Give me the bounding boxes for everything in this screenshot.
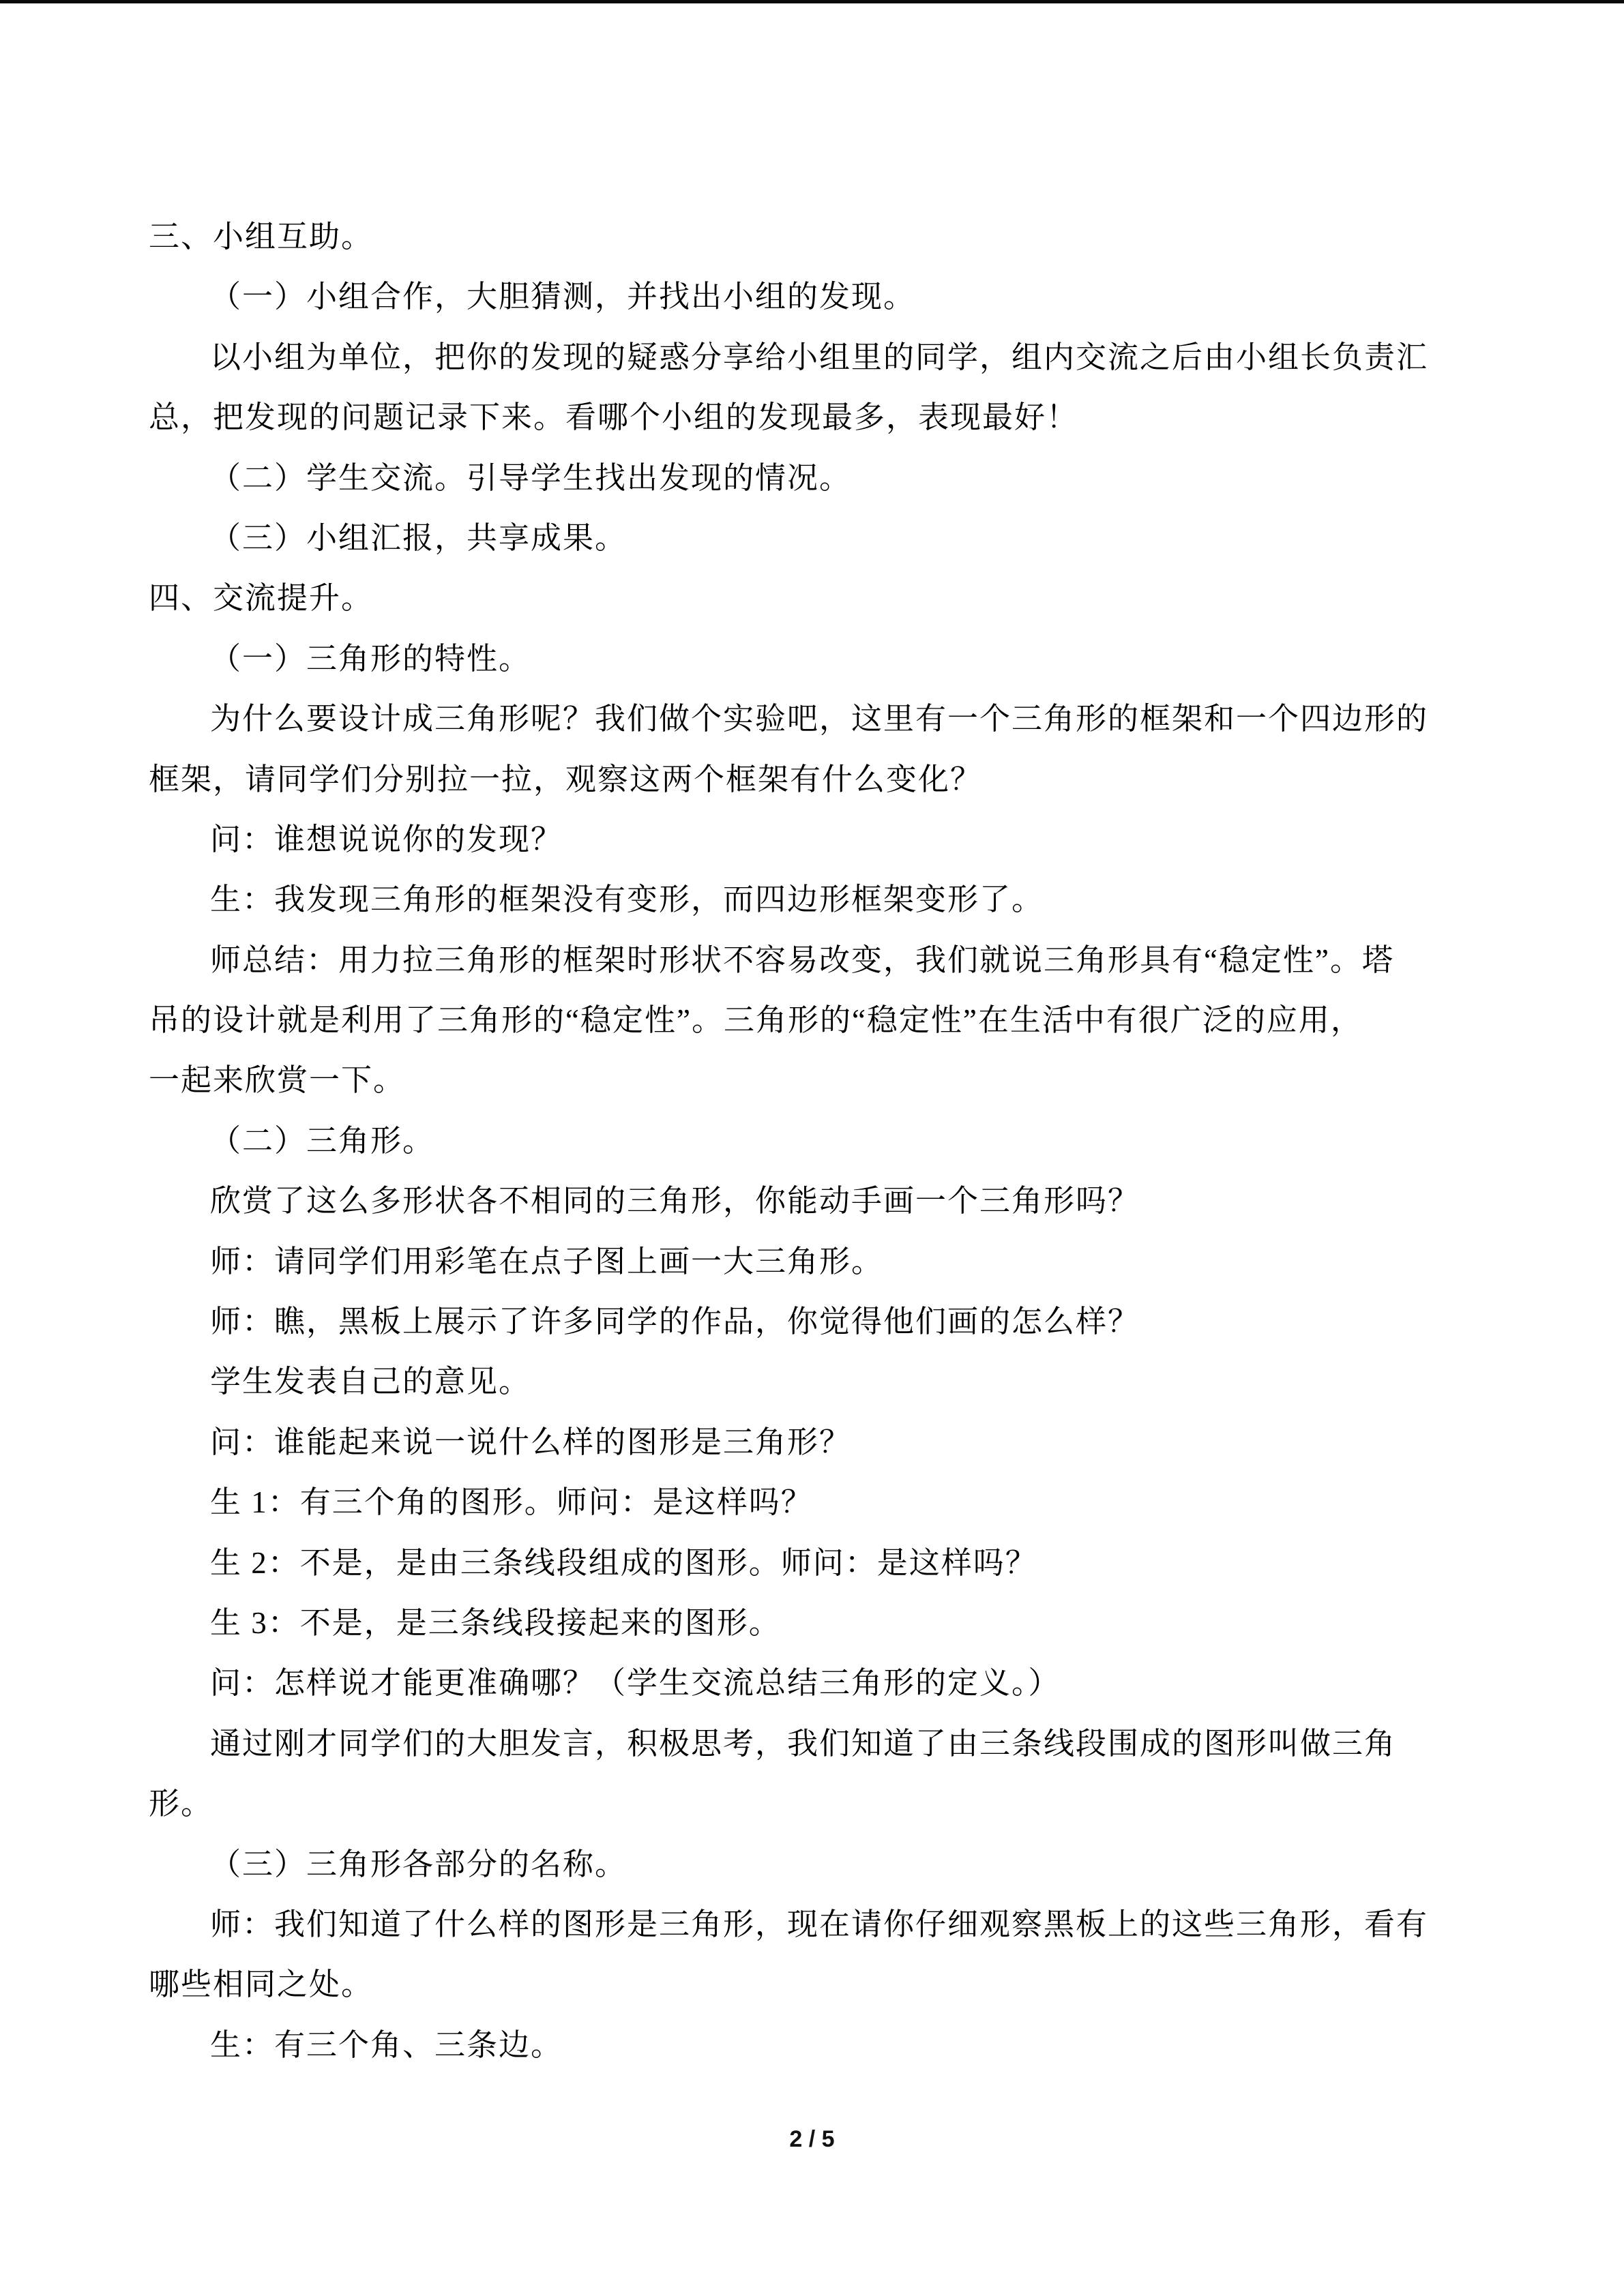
text-line: 形。: [149, 1787, 213, 1821]
text-line: 生：有三个角、三条边。: [210, 2027, 563, 2062]
text-line: 哪些相同之处。: [149, 1967, 374, 2002]
text-line: （一）小组合作，大胆猜测，并找出小组的发现。: [210, 280, 916, 314]
text-line: （三）小组汇报，共享成果。: [210, 520, 628, 555]
text-line: 总，把发现的问题记录下来。看哪个小组的发现最多，表现最好！: [149, 400, 1079, 435]
text-line: 师：请同学们用彩笔在点子图上画一大三角形。: [210, 1244, 884, 1279]
text-line: 吊的设计就是利用了三角形的“稳定性”。三角形的“稳定性”在生活中有很广泛的应用，: [149, 1003, 1363, 1038]
text-line: 为什么要设计成三角形呢？我们做个实验吧，这里有一个三角形的框架和一个四边形的: [210, 702, 1429, 736]
text-line: 师：瞧，黑板上展示了许多同学的作品，你觉得他们画的怎么样？: [210, 1304, 1140, 1339]
text-line: 四、交流提升。: [149, 581, 374, 616]
text-line: 学生发表自己的意见。: [210, 1365, 531, 1399]
top-border: [0, 0, 1624, 3]
text-line: （二）学生交流。引导学生找出发现的情况。: [210, 460, 852, 495]
text-line: 问：怎样说才能更准确哪？（学生交流总结三角形的定义。）: [210, 1666, 1061, 1701]
document-body: [149, 207, 1479, 2075]
text-line: 三、小组互助。: [149, 220, 374, 254]
page-number: 2 / 5: [789, 2126, 835, 2152]
text-line: 通过刚才同学们的大胆发言，积极思考，我们知道了由三条线段围成的图形叫做三角: [210, 1726, 1397, 1761]
text-line: 师总结：用力拉三角形的框架时形状不容易改变，我们就说三角形具有“稳定性”。塔: [210, 942, 1394, 977]
text-line: （二）三角形。: [210, 1123, 435, 1158]
text-line: 生 3：不是，是三条线段接起来的图形。: [210, 1605, 781, 1640]
text-line: 欣赏了这么多形状各不相同的三角形，你能动手画一个三角形吗？: [210, 1184, 1140, 1219]
text-line: 问：谁想说说你的发现？: [210, 822, 563, 856]
text-line: 以小组为单位，把你的发现的疑惑分享给小组里的同学，组内交流之后由小组长负责汇: [210, 340, 1429, 374]
text-line: 框架，请同学们分别拉一拉，观察这两个框架有什么变化？: [149, 762, 983, 796]
text-line: 一起来欣赏一下。: [149, 1063, 406, 1098]
text-line: 生 1：有三个角的图形。师问：是这样吗？: [210, 1485, 813, 1520]
text-line: （一）三角形的特性。: [210, 641, 531, 676]
text-line: 问：谁能起来说一说什么样的图形是三角形？: [210, 1425, 852, 1459]
text-line: （三）三角形各部分的名称。: [210, 1847, 628, 1881]
text-line: 生 2：不是，是由三条线段组成的图形。师问：是这样吗？: [210, 1545, 1037, 1580]
text-line: 师：我们知道了什么样的图形是三角形，现在请你仔细观察黑板上的这些三角形，看有: [210, 1907, 1429, 1941]
text-line: 生：我发现三角形的框架没有变形，而四边形框架变形了。: [210, 882, 1044, 917]
